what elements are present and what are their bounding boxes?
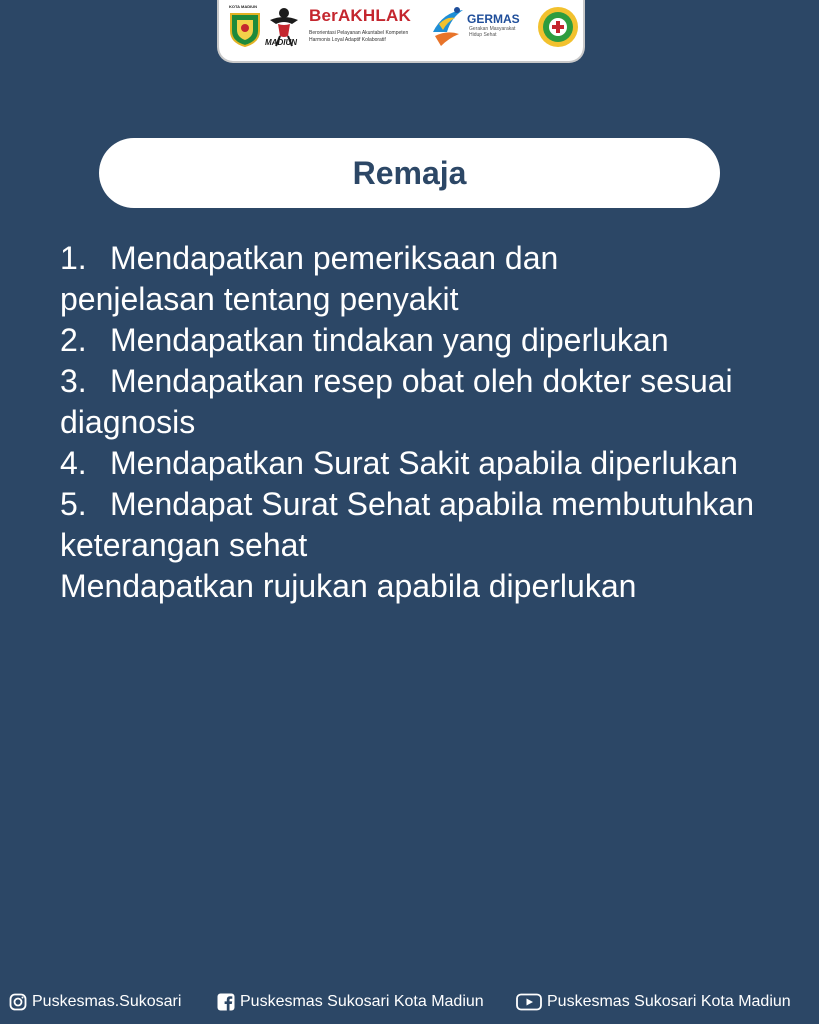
item-text: penjelasan tentang penyakit	[60, 281, 459, 317]
item-number: 2.	[60, 322, 87, 358]
berakhlak-title: BerAKHLAK	[309, 6, 411, 25]
item-text: Mendapat Surat Sehat apabila membutuhkan	[110, 486, 754, 522]
item-text: Mendapatkan resep obat oleh dokter sesuai	[110, 363, 733, 399]
accreditation-seal-icon	[537, 6, 579, 48]
list-item	[60, 484, 800, 525]
youtube-icon	[516, 993, 542, 1011]
madiun-logo-text: MADIUN	[265, 38, 297, 47]
item-text: Mendapatkan rujukan apabila diperlukan	[60, 568, 637, 604]
instagram-icon	[9, 993, 27, 1011]
item-number: 1.	[60, 240, 87, 276]
youtube-channel-name: Puskesmas Sukosari Kota Madiun	[547, 993, 791, 1010]
kota-madiun-caption: KOTA MADIUN	[229, 4, 257, 9]
instagram-link[interactable]	[9, 989, 181, 1015]
berakhlak-tagline-1: Berorientasi Pelayanan Akuntabel Kompeten	[309, 30, 409, 36]
germas-tagline-2: Hidup Sehat	[469, 32, 497, 38]
list-item	[60, 566, 800, 607]
list-item	[60, 443, 800, 484]
logo-bar	[217, 0, 585, 63]
item-text: Mendapatkan pemeriksaan dan	[110, 240, 559, 276]
list-item	[60, 238, 800, 279]
list-item-continuation	[60, 279, 800, 320]
youtube-link[interactable]	[516, 989, 791, 1015]
title-pill	[99, 138, 720, 208]
germas-swoosh-icon	[429, 4, 467, 48]
list-item-continuation	[60, 525, 800, 566]
item-number: 5.	[60, 486, 87, 522]
kota-madiun-crest-icon	[229, 11, 261, 47]
item-number: 3.	[60, 363, 87, 399]
berakhlak-tagline-2: Harmonis Loyal Adaptif Kolaboratif	[309, 37, 386, 43]
item-text: Mendapatkan Surat Sakit apabila diperlukan	[110, 445, 738, 481]
list-item-continuation	[60, 402, 800, 443]
facebook-page-name: Puskesmas Sukosari Kota Madiun	[240, 993, 484, 1010]
facebook-icon	[217, 993, 235, 1011]
item-text: diagnosis	[60, 404, 196, 440]
rights-list	[60, 238, 800, 607]
instagram-handle: Puskesmas.Sukosari	[32, 993, 182, 1010]
germas-tagline-1: Gerakan Masyarakat	[469, 26, 516, 32]
germas-title: GERMAS	[467, 12, 520, 26]
footer-social-bar	[0, 989, 819, 1015]
item-number: 4.	[60, 445, 87, 481]
facebook-link[interactable]	[217, 989, 484, 1015]
item-text: keterangan sehat	[60, 527, 308, 563]
list-item	[60, 320, 800, 361]
item-text: Mendapatkan tindakan yang diperlukan	[110, 322, 669, 358]
page-title: Remaja	[352, 154, 467, 191]
list-item	[60, 361, 800, 402]
